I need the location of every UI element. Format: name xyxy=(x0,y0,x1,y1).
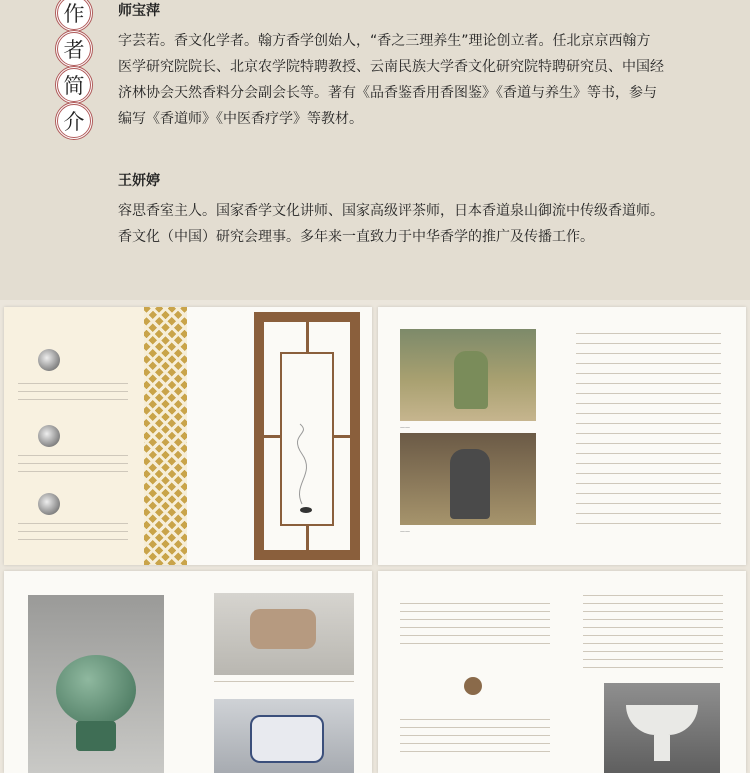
bio-line: 济林协会天然香料分会副会长等。著有《品香鉴香用香图鉴》《香道与养生》等书，参与 xyxy=(118,85,657,101)
intro-badge-1: 作 xyxy=(55,0,93,32)
text-line xyxy=(400,635,550,636)
burner-base xyxy=(76,721,116,751)
text-line xyxy=(576,483,721,484)
author-name-1: 师宝萍 xyxy=(118,3,160,19)
text-line xyxy=(400,743,550,744)
toc-line xyxy=(18,455,128,456)
toc-line xyxy=(18,471,128,472)
text-line xyxy=(576,503,721,504)
text-line xyxy=(576,523,721,524)
text-line xyxy=(583,627,723,628)
text-line xyxy=(576,373,721,374)
person-figure xyxy=(450,449,490,519)
toc-line xyxy=(18,399,128,400)
text-line xyxy=(576,423,721,424)
toc-line xyxy=(18,391,128,392)
text-line xyxy=(400,603,550,604)
incense-thumbnail xyxy=(38,349,60,371)
text-line xyxy=(583,595,723,596)
text-line xyxy=(576,333,721,334)
intro-badge-2: 者 xyxy=(55,30,93,68)
text-line xyxy=(576,403,721,404)
person-figure xyxy=(454,351,488,409)
lattice-frame xyxy=(254,312,360,560)
incense-thumbnail xyxy=(38,425,60,447)
celadon-burner-photo xyxy=(28,595,164,773)
tea-ceremony-photo-2 xyxy=(400,433,536,525)
text-line xyxy=(576,393,721,394)
text-line xyxy=(583,635,723,636)
toc-line xyxy=(18,531,128,532)
bio-line: 容思香室主人。国家香学文化讲师、国家高级评茶师，日本香道泉山御流中传级香道师。 xyxy=(118,203,664,219)
photo-caption: —— xyxy=(400,529,410,535)
text-line xyxy=(583,619,723,620)
bio-line: 编写《香道师》《中医香疗学》等教材。 xyxy=(118,111,363,127)
text-line xyxy=(583,603,723,604)
lattice-border xyxy=(144,307,187,565)
text-line xyxy=(583,611,723,612)
text-line xyxy=(583,667,723,668)
tea-ceremony-photo-1 xyxy=(400,329,536,421)
text-line xyxy=(400,643,550,644)
text-line xyxy=(576,353,721,354)
blue-white-burner xyxy=(250,715,324,763)
text-line xyxy=(576,473,721,474)
text-line xyxy=(576,453,721,454)
caption-line xyxy=(214,681,354,682)
toc-line xyxy=(18,539,128,540)
text-line xyxy=(576,343,721,344)
contents-spread xyxy=(4,307,372,565)
burner-stem xyxy=(654,735,670,761)
text-line xyxy=(400,719,550,720)
toc-line xyxy=(18,383,128,384)
text-line xyxy=(576,493,721,494)
blue-white-burner-photo xyxy=(214,699,354,773)
text-line xyxy=(576,383,721,384)
celadon-burner xyxy=(56,655,136,725)
author-name-2: 王妍婷 xyxy=(118,173,160,189)
toc-line xyxy=(18,463,128,464)
intro-badge-3: 简 xyxy=(55,66,93,104)
text-line xyxy=(400,751,550,752)
text-line xyxy=(576,513,721,514)
text-line xyxy=(576,443,721,444)
photo-spread xyxy=(378,307,746,565)
incense-burner-spread xyxy=(4,571,372,773)
text-line xyxy=(400,619,550,620)
text-line xyxy=(576,363,721,364)
white-stem-burner-photo xyxy=(604,683,720,773)
small-burner-thumb xyxy=(464,677,482,695)
bio-line: 香文化（中国）研究会理事。多年来一直致力于中华香学的推广及传播工作。 xyxy=(118,229,594,245)
frame-inner-panel xyxy=(280,352,334,526)
text-line xyxy=(583,651,723,652)
author-intro-section xyxy=(0,0,750,300)
tripod-burner xyxy=(250,609,316,649)
text-line xyxy=(583,659,723,660)
text-line xyxy=(583,643,723,644)
text-burner-spread xyxy=(378,571,746,773)
text-line xyxy=(576,413,721,414)
smoke-illustration xyxy=(282,354,332,524)
text-line xyxy=(400,735,550,736)
toc-line xyxy=(18,523,128,524)
ceramic-tripod-photo xyxy=(214,593,354,675)
text-line xyxy=(400,627,550,628)
bio-line: 字芸若。香文化学者。翰方香学创始人，“香之三理养生”理论创立者。任北京京西翰方 xyxy=(118,33,651,49)
author-bio-1 xyxy=(118,28,718,132)
text-line xyxy=(576,433,721,434)
author-bio-2 xyxy=(118,198,718,250)
text-line xyxy=(576,463,721,464)
text-line xyxy=(400,611,550,612)
text-line xyxy=(400,727,550,728)
white-stem-burner xyxy=(626,705,698,735)
intro-badge-4: 介 xyxy=(55,102,93,140)
incense-thumbnail xyxy=(38,493,60,515)
bio-line: 医学研究院院长、北京农学院特聘教授、云南民族大学香文化研究院特聘研究员、中国经 xyxy=(118,59,664,75)
photo-caption: —— xyxy=(400,425,410,431)
